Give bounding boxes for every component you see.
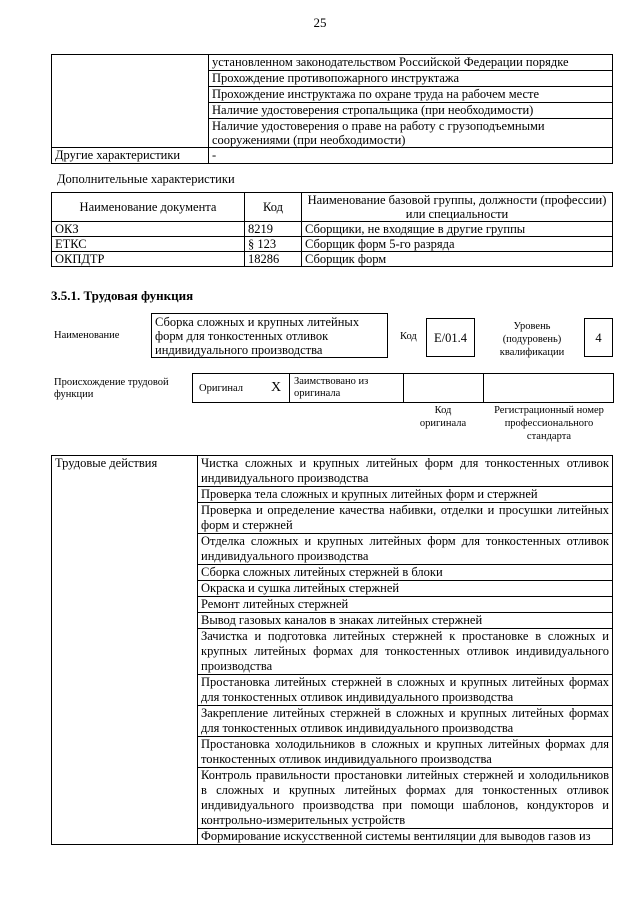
doc-name-cell: ОКЗ	[52, 222, 245, 237]
doc-name-cell: ОКПДТР	[52, 252, 245, 267]
original-mark: X	[271, 380, 282, 395]
labor-actions-label: Трудовые действия	[52, 456, 198, 845]
table-row	[52, 252, 613, 267]
requirements-table	[51, 54, 613, 164]
doc-name-cell: ЕТКС	[52, 237, 245, 252]
table-row	[52, 222, 613, 237]
labor-action-item: Контроль правильности простановки литейных стержней и холодильников в сложных и крупных литейных формах для тонкостенных отливок индивидуального производства при помощи шаблонов, кондукторов и контрольно-измерительных устройств	[198, 768, 613, 829]
origin-divider	[403, 373, 404, 403]
column-header: Наименование базовой группы, должности (профессии) или специальности	[302, 193, 613, 222]
other-characteristics-label: Другие характеристики	[52, 148, 209, 164]
additional-characteristics-title: Дополнительные характеристики	[57, 172, 235, 186]
origin-divider	[289, 373, 290, 403]
level-value: 4	[595, 331, 602, 345]
code-cell: 8219	[245, 222, 302, 237]
labor-action-item: Чистка сложных и крупных литейных форм для тонкостенных отливок индивидуального производства	[198, 456, 613, 487]
labor-action-item: Зачистка и подготовка литейных стержней к простановке в сложных и крупных литейных формах для тонкостенных отливок индивидуального производства	[198, 629, 613, 675]
labor-action-item: Простановка литейных стержней в сложных и крупных литейных формах для тонкостенных отливок индивидуального производства	[198, 675, 613, 706]
code-original-label: Код оригинала	[419, 405, 467, 429]
borrowed-label: Заимствовано из оригинала	[294, 376, 369, 399]
name-label: Наименование	[54, 330, 120, 341]
labor-action-item: Закрепление литейных стержней в сложных и крупных литейных формах для тонкостенных отливок индивидуального производства	[198, 706, 613, 737]
requirement-row: Прохождение противопожарного инструктажа	[209, 71, 613, 87]
origin-divider	[483, 373, 484, 403]
table-row	[52, 237, 613, 252]
labor-action-item: Простановка холодильников в сложных и крупных литейных формах для тонкостенных отливок индивидуального производства	[198, 737, 613, 768]
column-header: Наименование документа	[52, 193, 245, 222]
function-name-value: Сборка сложных и крупных литейных форм для тонкостенных отливок индивидуального производства	[155, 315, 360, 357]
labor-action-item: Ремонт литейных стержней	[198, 597, 613, 613]
requirement-row: установленном законодательством Российской Федерации порядке	[209, 55, 613, 71]
level-label: Уровень (подуровень) квалификации	[499, 321, 565, 358]
group-name-cell: Сборщик форм	[302, 252, 613, 267]
other-characteristics-value: -	[209, 148, 613, 164]
requirement-row: Наличие удостоверения о праве на работу с грузоподъемными сооружениями (при необходимости)	[209, 119, 613, 148]
original-label: Оригинал	[199, 383, 243, 394]
page-number: 25	[313, 15, 327, 30]
requirement-row: Наличие удостоверения стропальщика (при необходимости)	[209, 103, 613, 119]
code-value-box	[426, 318, 475, 357]
group-name-cell: Сборщики, не входящие в другие группы	[302, 222, 613, 237]
requirements-label-cell	[52, 55, 209, 148]
level-value-box	[584, 318, 613, 357]
code-value: E/01.4	[434, 331, 467, 345]
labor-action-item: Отделка сложных и крупных литейных форм для тонкостенных отливок индивидуального производства	[198, 534, 613, 565]
function-name-box	[151, 313, 388, 358]
column-header: Код	[245, 193, 302, 222]
origin-label: Происхождение трудовой функции	[54, 377, 169, 400]
labor-action-item: Проверка и определение качества набивки, отделки и просушки литейных форм и стержней	[198, 503, 613, 534]
labor-action-item: Окраска и сушка литейных стержней	[198, 581, 613, 597]
code-cell: § 123	[245, 237, 302, 252]
additional-characteristics-table	[51, 192, 613, 267]
labor-action-item: Вывод газовых каналов в знаках литейных стержней	[198, 613, 613, 629]
labor-action-item: Сборка сложных литейных стержней в блоки	[198, 565, 613, 581]
code-label: Код	[400, 331, 417, 342]
group-name-cell: Сборщик форм 5-го разряда	[302, 237, 613, 252]
code-cell: 18286	[245, 252, 302, 267]
labor-action-item: Формирование искусственной системы вентиляции для выводов газов из	[198, 829, 613, 845]
labor-actions-table	[51, 455, 613, 845]
labor-action-item: Проверка тела сложных и крупных литейных форм и стержней	[198, 487, 613, 503]
section-title: 3.5.1. Трудовая функция	[51, 288, 194, 303]
reg-number-label: Регистрационный номер профессионального стандарта	[494, 405, 604, 442]
requirement-row: Прохождение инструктажа по охране труда на рабочем месте	[209, 87, 613, 103]
